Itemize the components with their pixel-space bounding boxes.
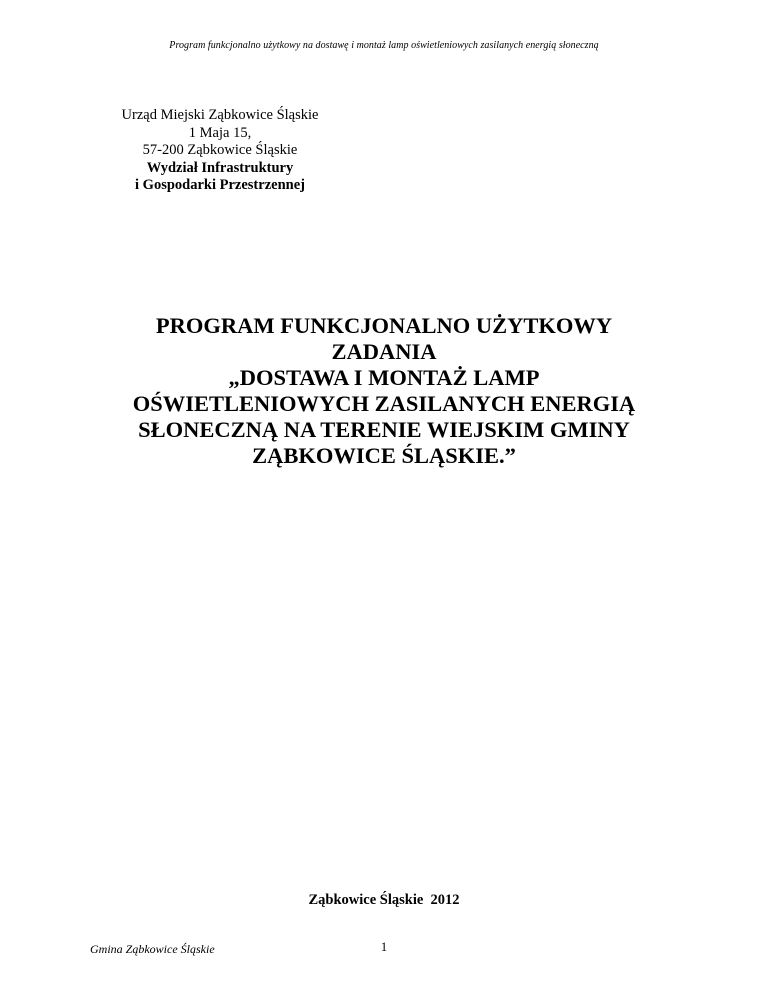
title-line-1: PROGRAM FUNKCJONALNO UŻYTKOWY [155,313,613,338]
footer-municipality: Gmina Ząbkowice Śląskie [90,942,215,956]
page-number: 1 [380,940,388,954]
address-block [90,107,350,195]
department-name-line1: Wydział Infrastruktury [146,159,294,176]
department-name-line2: i Gospodarki Przestrzennej [135,177,305,194]
title-line-6: ZĄBKOWICE ŚLĄSKIE.” [252,443,516,468]
running-header: Program funkcjonalno użytkowy na dostawę i montaż lamp oświetleniowych zasilanych energią słoneczną [169,40,599,51]
place-and-date: Ząbkowice Śląskie 2012 [308,892,460,908]
office-name: Urząd Miejski Ząbkowice Śląskie [121,107,319,123]
title-line-3: „DOSTAWA I MONTAŻ LAMP [228,365,540,390]
title-line-5: SŁONECZNĄ NA TERENIE WIEJSKIM GMINY [138,417,630,442]
title-line-2: ZADANIA [331,339,437,364]
document-title [84,313,684,469]
postal-code-city: 57-200 Ząbkowice Śląskie [142,142,298,159]
title-line-4: OŚWIETLENIOWYCH ZASILANYCH ENERGIĄ [132,391,636,416]
street-address: 1 Maja 15, [188,124,252,141]
